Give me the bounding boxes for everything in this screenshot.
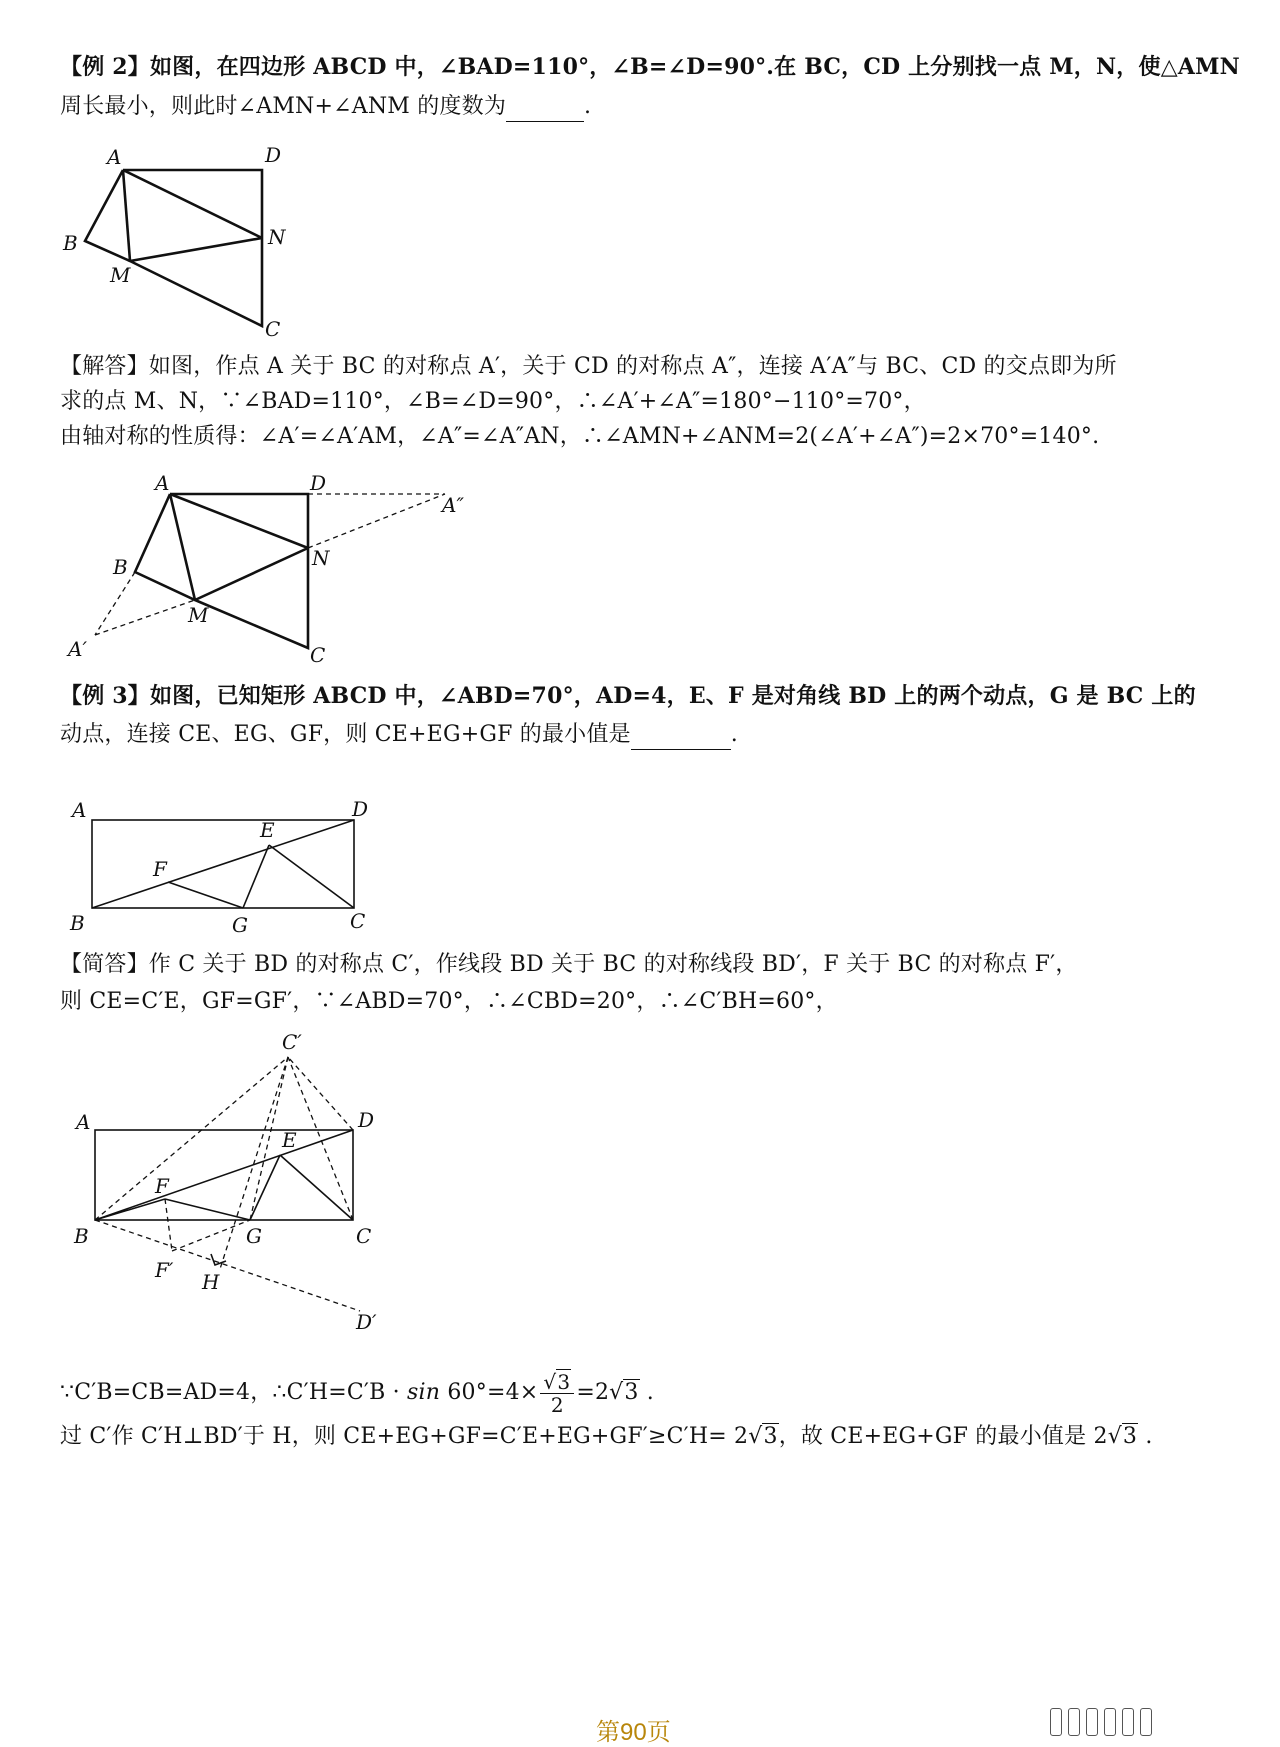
label-A: A xyxy=(155,471,170,495)
page-toolbar[interactable] xyxy=(1050,1708,1152,1736)
example3-figure xyxy=(60,790,390,940)
label-G: G xyxy=(232,913,248,937)
toolbar-icon[interactable] xyxy=(1140,1708,1152,1736)
label-A: A xyxy=(72,798,87,822)
label-B: B xyxy=(70,911,85,935)
label-E: E xyxy=(260,818,275,842)
answer-blank xyxy=(631,727,731,750)
example2-line2: 周长最小，则此时∠AMN+∠ANM 的度数为 . xyxy=(60,92,591,122)
answer3-line2: 则 CE=C′E，GF=GF′，∵∠ABD=70°，∴∠CBD=20°，∴∠C′BH=60°， xyxy=(60,989,838,1014)
answer3-figure xyxy=(60,1025,400,1335)
answer2-line1: 【解答】如图，作点 A 关于 BC 的对称点 A′，关于 CD 的对称点 A″，连接 A′A″与 BC、CD 的交点即为所 xyxy=(60,354,1117,379)
label-C: C xyxy=(356,1224,372,1248)
label-G: G xyxy=(246,1224,262,1248)
label-F-prime: F′ xyxy=(155,1258,174,1282)
answer3-line1: 【简答】作 C 关于 BD 的对称点 C′，作线段 BD 关于 BC 的对称线段 BD′，F 关于 BC 的对称点 F′， xyxy=(60,952,1078,977)
fraction: $\frac{√3}{2}$ xyxy=(540,1371,574,1416)
label-C: C xyxy=(350,909,366,933)
page-number: 第90页 xyxy=(596,1719,671,1746)
toolbar-icon[interactable] xyxy=(1104,1708,1116,1736)
label-M: M xyxy=(110,263,131,287)
label-D: D xyxy=(352,797,369,821)
label-M: M xyxy=(188,603,209,627)
toolbar-icon[interactable] xyxy=(1122,1708,1134,1736)
label-B: B xyxy=(74,1224,89,1248)
label-B: B xyxy=(63,231,78,255)
label-A: A xyxy=(107,145,122,169)
label-C: C xyxy=(265,317,281,341)
label-H: H xyxy=(202,1270,220,1294)
label-D: D xyxy=(310,471,327,495)
label-A-double-prime: A″ xyxy=(442,493,464,517)
label-N: N xyxy=(312,546,330,570)
label-F: F xyxy=(155,1174,169,1198)
answer2-line3: 由轴对称的性质得：∠A′=∠A′AM，∠A″=∠A″AN，∴∠AMN+∠ANM=2(∠A′+∠A″)=2×70°=140°. xyxy=(60,424,1100,449)
label-D: D xyxy=(265,143,282,167)
toolbar-icon[interactable] xyxy=(1068,1708,1080,1736)
label-C: C xyxy=(310,643,326,667)
example3-line2: 动点，连接 CE、EG、GF，则 CE+EG+GF 的最小值是 . xyxy=(60,720,738,750)
example3-line1: 【例 3】如图，已知矩形 ABCD 中，∠ABD=70°，AD=4，E、F 是对角线 BD 上的两个动点，G 是 BC 上的 xyxy=(60,683,1196,709)
answer3-calc-line: ∵C′B=CB=AD=4，∴C′H=C′B · sin 60°=4× $\frac{√3}{2}$ =2√3 . xyxy=(60,1369,654,1417)
answer3-final-line: 过 C′作 C′H⊥BD′于 H，则 CE+EG+GF=C′E+EG+GF′≥C′H= 2√3，故 CE+EG+GF 的最小值是 2√3 . xyxy=(60,1424,1153,1449)
answer2-line2: 求的点 M、N，∵∠BAD=110°，∠B=∠D=90°，∴∠A′+∠A″=180°−110°=70°， xyxy=(60,389,926,414)
label-D-prime: D′ xyxy=(356,1310,377,1334)
label-E: E xyxy=(282,1128,297,1152)
label-A: A xyxy=(76,1110,91,1134)
label-C-prime: C′ xyxy=(282,1030,302,1054)
answer-blank xyxy=(506,99,584,122)
answer2-figure xyxy=(60,470,490,670)
label-D: D xyxy=(358,1108,375,1132)
toolbar-icon[interactable] xyxy=(1050,1708,1062,1736)
toolbar-icon[interactable] xyxy=(1086,1708,1098,1736)
label-F: F xyxy=(153,857,167,881)
label-B: B xyxy=(113,555,128,579)
label-N: N xyxy=(268,225,286,249)
label-A-prime: A′ xyxy=(68,637,87,661)
example2-line1: 【例 2】如图，在四边形 ABCD 中，∠BAD=110°，∠B=∠D=90°.在 BC，CD 上分别找一点 M，N，使△AMN xyxy=(60,54,1240,80)
example2-figure xyxy=(55,140,325,350)
